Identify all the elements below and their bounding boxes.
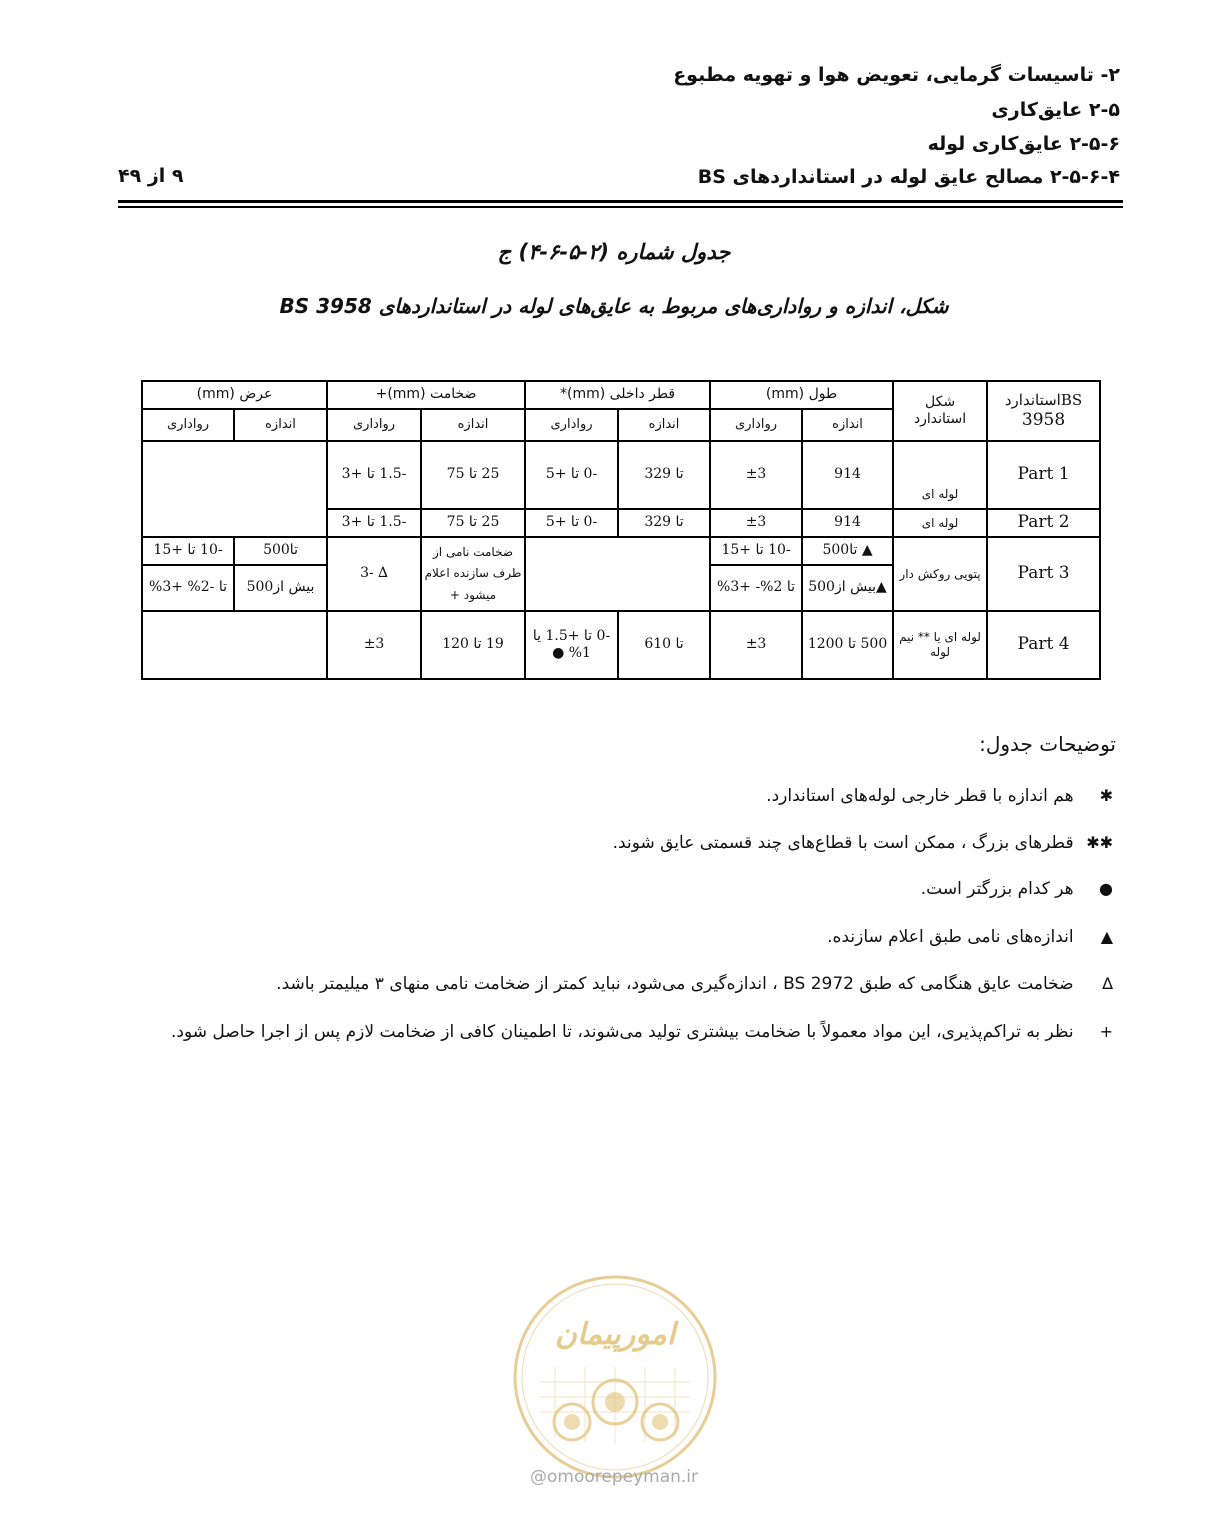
page-number: ۹ از ۴۹: [118, 165, 184, 187]
note-item: [827, 927, 1113, 947]
header-length: طول (mm): [710, 381, 893, 409]
table-caption: شکل، اندازه و رواداری‌های مربوط به عایق‌های لوله در استانداردهای BS 3958: [279, 294, 949, 318]
thickness-size: ضخامت نامی از طرف سازنده اعلام میشود +: [421, 537, 525, 611]
thickness-tolerance: ±3: [327, 611, 421, 679]
thickness-tolerance: -1.5 تا +3: [327, 441, 421, 509]
note-text: ضخامت عایق هنگامی که طبق BS 2972 ، اندازه‌گیری می‌شود، نباید کمتر از ضخامت نامی منهای ۳ میلیمتر باشد.: [276, 974, 1074, 994]
diameter-size: تا 329: [618, 509, 710, 537]
header-standard: [987, 381, 1100, 441]
width-size-a: تا500: [234, 537, 327, 565]
width-tolerance-a: -10 تا +15: [142, 537, 234, 565]
header-standard-line1: BSاستاندارد: [1004, 391, 1083, 409]
shape-cell: لوله ای یا ** نیم لوله: [893, 611, 987, 679]
length-tolerance: ±3: [710, 509, 802, 537]
header-thickness: ضخامت (mm)+: [327, 381, 525, 409]
plus-icon: +: [1099, 1022, 1113, 1041]
header-rule-thin: [118, 206, 1123, 208]
note-item: [766, 786, 1113, 806]
part-cell: Part 3: [987, 537, 1100, 611]
width-empty: [142, 441, 327, 537]
double-asterisk-icon: ✱✱: [1086, 833, 1113, 852]
width-tolerance-b: تا -2% +3%: [142, 565, 234, 611]
width-size-b: بیش از500: [234, 565, 327, 611]
length-tolerance: ±3: [710, 611, 802, 679]
note-item: [171, 1022, 1113, 1042]
part-cell: Part 2: [987, 509, 1100, 537]
sub-size: اندازه: [234, 409, 327, 441]
length-size: 914: [802, 441, 893, 509]
header-standard-line2: 3958: [1021, 409, 1066, 430]
header-shape-line2: استاندارد: [913, 411, 967, 427]
shape-cell: لوله ای: [893, 441, 987, 509]
shape-cell: پتویی روکش دار: [893, 537, 987, 611]
length-size-a: ▲ تا500: [802, 537, 893, 565]
watermark-seal-icon: [510, 1272, 720, 1482]
diameter-size: تا 610: [618, 611, 710, 679]
note-text: قطرهای بزرگ ، ممکن است با قطاع‌های چند قسمتی عایق شوند.: [612, 833, 1074, 853]
header-rule: [118, 200, 1123, 203]
table-row: [142, 611, 1100, 679]
table-row: [142, 537, 1100, 565]
note-item: [613, 833, 1113, 853]
part-cell: Part 1: [987, 441, 1100, 509]
notes-title: توضیحات جدول:: [979, 732, 1116, 756]
note-text: اندازه‌های نامی طبق اعلام سازنده.: [827, 927, 1074, 947]
seal-text: امورپیمان: [554, 1317, 676, 1352]
diameter-size: تا 329: [618, 441, 710, 509]
header-inner-diameter: قطر داخلی (mm)*: [525, 381, 710, 409]
diameter-empty: [525, 537, 710, 611]
note-text: نظر به تراکم‌پذیری، این مواد معمولاً با ضخامت بیشتری تولید می‌شوند، تا اطمینان کافی از ضخامت لازم پس از اجرا حاصل شود.: [170, 1022, 1074, 1042]
note-item: [276, 974, 1113, 994]
note-text: هم اندازه با قطر خارجی لوله‌های استاندارد.: [766, 786, 1074, 806]
diameter-tolerance: -0 تا +5: [525, 509, 618, 537]
sub-tolerance: رواداری: [525, 409, 618, 441]
note-item: [921, 879, 1113, 899]
header-line-3: ۲-۵-۶ عایق‌کاری لوله: [927, 133, 1120, 155]
length-tolerance: ±3: [710, 441, 802, 509]
sub-size: اندازه: [618, 409, 710, 441]
thickness-size: 25 تا 75: [421, 441, 525, 509]
part-cell: Part 4: [987, 611, 1100, 679]
thickness-tolerance: -1.5 تا +3: [327, 509, 421, 537]
table-header-row: [142, 381, 1100, 409]
sub-size: اندازه: [421, 409, 525, 441]
header-line-4: ۲-۵-۶-۴ مصالح عایق لوله در استانداردهای BS: [697, 166, 1120, 188]
watermark-site: @omoorepeyman.ir: [529, 1467, 699, 1487]
thickness-size: 19 تا 120: [421, 611, 525, 679]
header-line-1: ۲- تاسیسات گرمایی، تعویض هوا و تهویه مطبوع: [673, 64, 1120, 86]
diameter-tolerance: -0 تا +5: [525, 441, 618, 509]
length-tolerance-a: -10 تا +15: [710, 537, 802, 565]
header-line-2: ۲-۵ عایق‌کاری: [991, 99, 1120, 121]
thickness-tolerance: ∆ -3: [327, 537, 421, 611]
width-empty: [142, 611, 327, 679]
header-width: عرض (mm): [142, 381, 327, 409]
bullet-icon: ●: [1099, 879, 1113, 898]
triangle-filled-icon: ▲: [1100, 927, 1113, 946]
header-shape: [893, 381, 987, 441]
length-size-b: ▲بیش از500: [802, 565, 893, 611]
shape-cell: لوله ای: [893, 509, 987, 537]
note-text: هر کدام بزرگتر است.: [920, 879, 1074, 899]
length-tolerance-b: تا 2%- +3%: [710, 565, 802, 611]
table-number: جدول شماره (۲-۵-۶-۴) ج: [497, 240, 731, 264]
table-row: [142, 441, 1100, 509]
sub-size: اندازه: [802, 409, 893, 441]
asterisk-icon: ✱: [1099, 786, 1113, 805]
header-shape-line1: شکل: [924, 393, 956, 410]
sub-tolerance: رواداری: [142, 409, 234, 441]
thickness-size: 25 تا 75: [421, 509, 525, 537]
sub-tolerance: رواداری: [327, 409, 421, 441]
insulation-table: [141, 380, 1101, 680]
triangle-outline-icon: ∆: [1102, 974, 1113, 993]
sub-tolerance: رواداری: [710, 409, 802, 441]
diameter-tolerance: -0 تا +1.5 یا 1% ●: [525, 611, 618, 679]
length-size: 914: [802, 509, 893, 537]
length-size: 500 تا 1200: [802, 611, 893, 679]
